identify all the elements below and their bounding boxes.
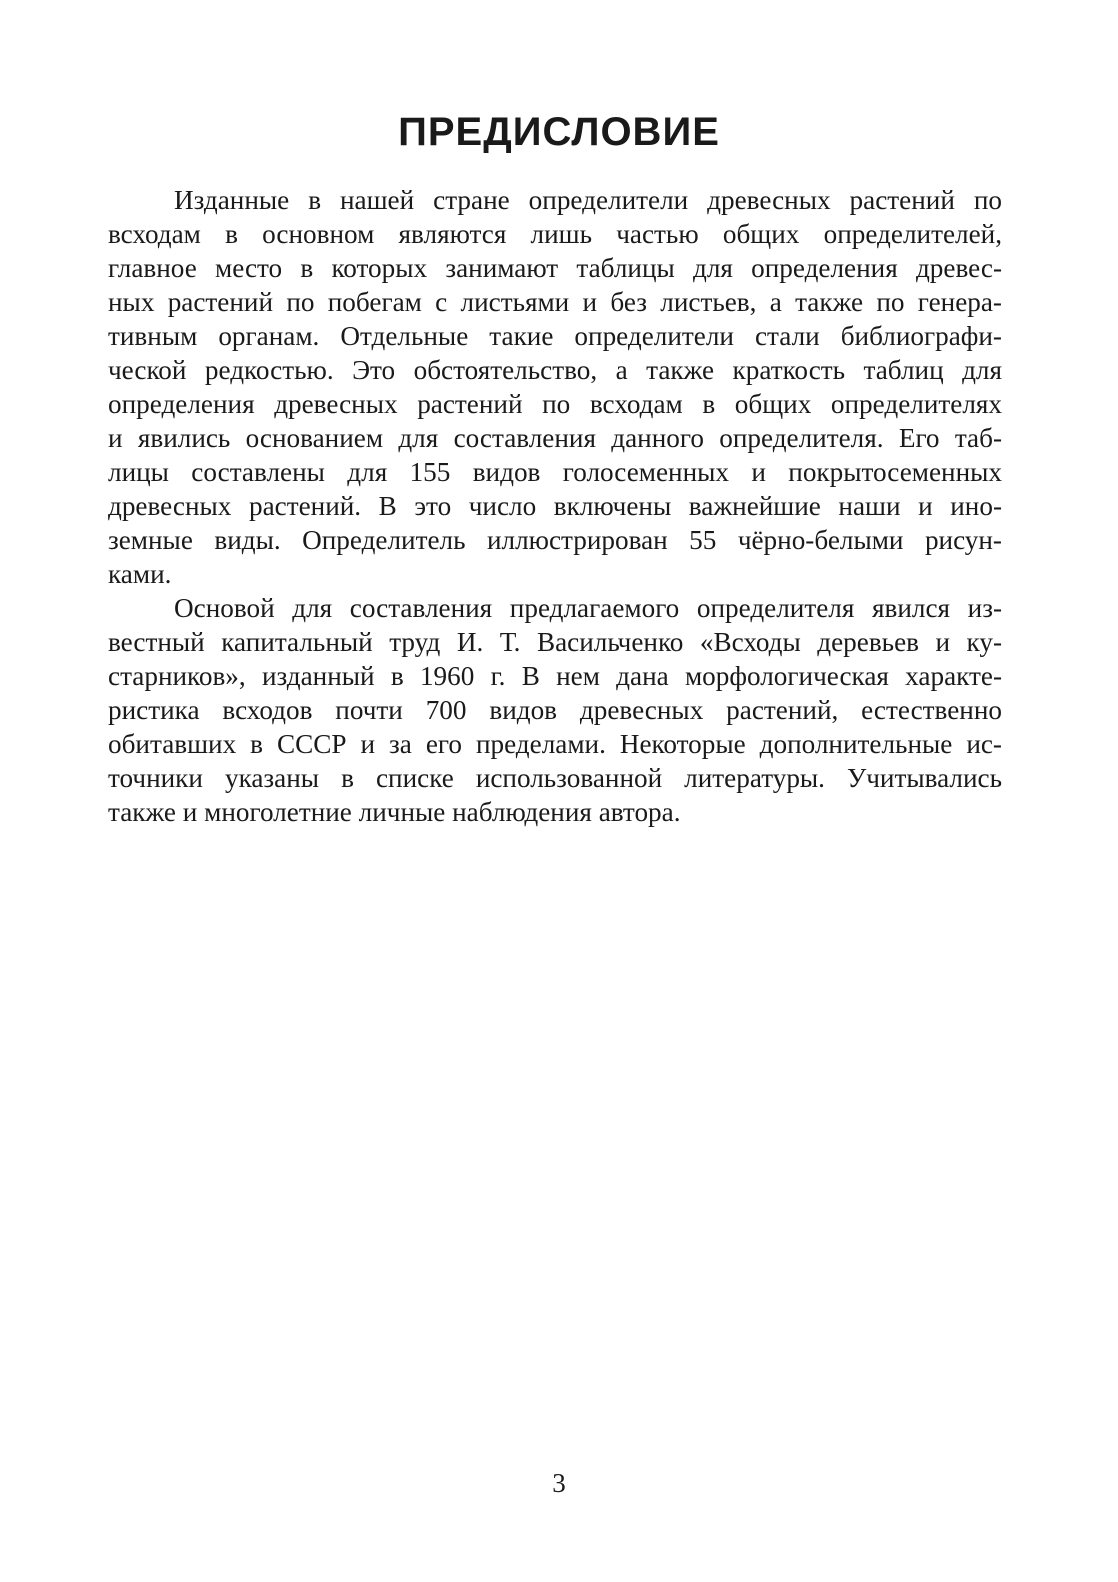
text-line: ных растений по побегам с листьями и без листьев, а также по генера-: [108, 287, 1002, 317]
body-text: [108, 183, 1002, 829]
text-line: древесных растений. В это число включены важнейшие наши и ино-: [108, 491, 1002, 521]
text-line: Изданные в нашей стране определители древесных растений по: [174, 185, 1002, 215]
text-line: главное место в которых занимают таблицы для определения древес-: [108, 253, 1002, 283]
text-line: ристика всходов почти 700 видов древесных растений, естественно: [108, 695, 1002, 725]
paragraph-2: [108, 591, 1002, 829]
text-line: вестный капитальный труд И. Т. Васильченко «Всходы деревьев и ку-: [108, 627, 1002, 657]
text-line: ками.: [108, 559, 172, 589]
text-line: ческой редкостью. Это обстоятельство, а также краткость таблиц для: [108, 355, 1002, 385]
page-number: 3: [552, 1468, 566, 1498]
text-line: тивным органам. Отдельные такие определители стали библиографи-: [108, 321, 1002, 351]
paragraph-1: [108, 183, 1002, 591]
text-line: всходам в основном являются лишь частью общих определителей,: [108, 219, 1002, 249]
text-line: также и многолетние личные наблюдения автора.: [108, 797, 681, 827]
text-line: точники указаны в списке использованной литературы. Учитывались: [108, 763, 1002, 793]
text-line: земные виды. Определитель иллюстрирован 55 чёрно-белыми рисун-: [108, 525, 1002, 555]
page-title: ПРЕДИСЛОВИЕ: [398, 110, 720, 154]
text-line: лицы составлены для 155 видов голосеменных и покрытосеменных: [108, 457, 1002, 487]
text-line: и явились основанием для составления данного определителя. Его таб-: [108, 423, 1002, 453]
text-line: определения древесных растений по всходам в общих определителях: [108, 389, 1002, 419]
text-line: обитавших в СССР и за его пределами. Некоторые дополнительные ис-: [108, 729, 1002, 759]
text-line: старников», изданный в 1960 г. В нем дана морфологическая характе-: [108, 661, 1002, 691]
text-line: Основой для составления предлагаемого определителя явился из-: [174, 593, 1002, 623]
